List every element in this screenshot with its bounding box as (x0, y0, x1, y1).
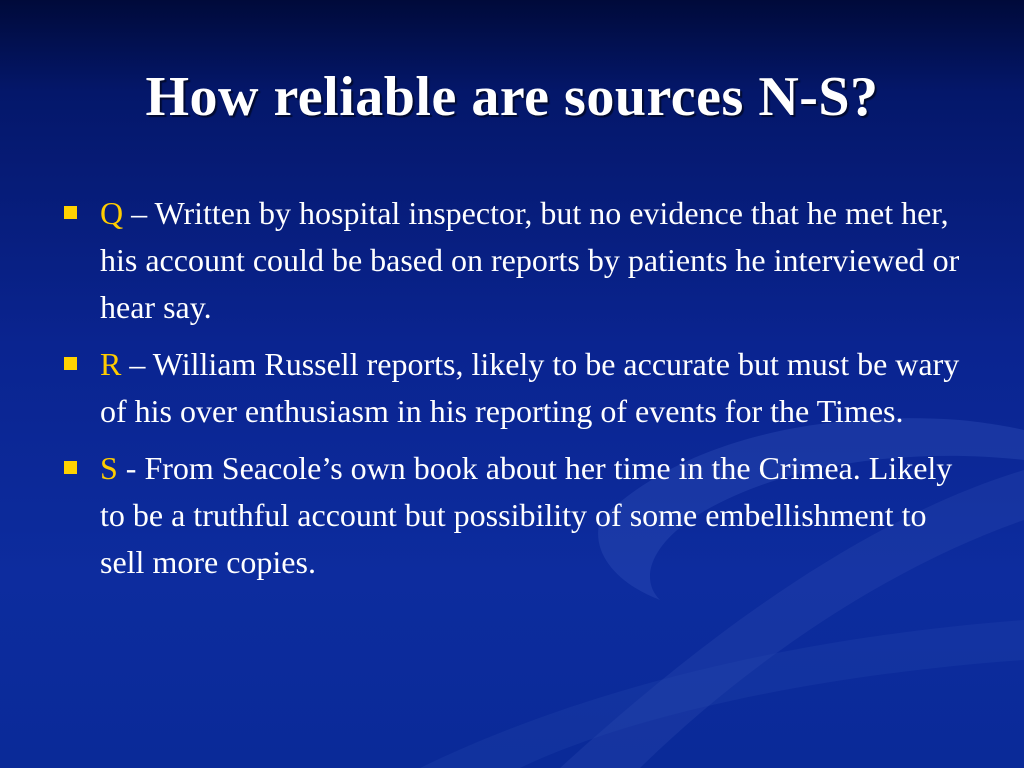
source-letter: S (100, 450, 118, 486)
square-bullet-icon (64, 461, 77, 474)
bullet-item-s (62, 445, 962, 586)
slide-title: How reliable are sources N-S? (145, 66, 879, 128)
bullet-text: – Written by hospital inspector, but no evidence that he met her, his account could be based on reports by patients he interviewed or hear say. (100, 195, 960, 325)
bullet-item-q (62, 190, 962, 331)
bullet-text: – William Russell reports, likely to be accurate but must be wary of his over enthusiasm in his reporting of events for the Times. (100, 346, 960, 429)
square-bullet-icon (64, 206, 77, 219)
bullet-list (62, 190, 962, 596)
bullet-item-r (62, 341, 962, 435)
square-bullet-icon (64, 357, 77, 370)
bullet-text: - From Seacole’s own book about her time in the Crimea. Likely to be a truthful account but possibility of some embellishment to sell more copies. (100, 450, 953, 580)
source-letter: Q (100, 195, 124, 231)
source-letter: R (100, 346, 122, 382)
